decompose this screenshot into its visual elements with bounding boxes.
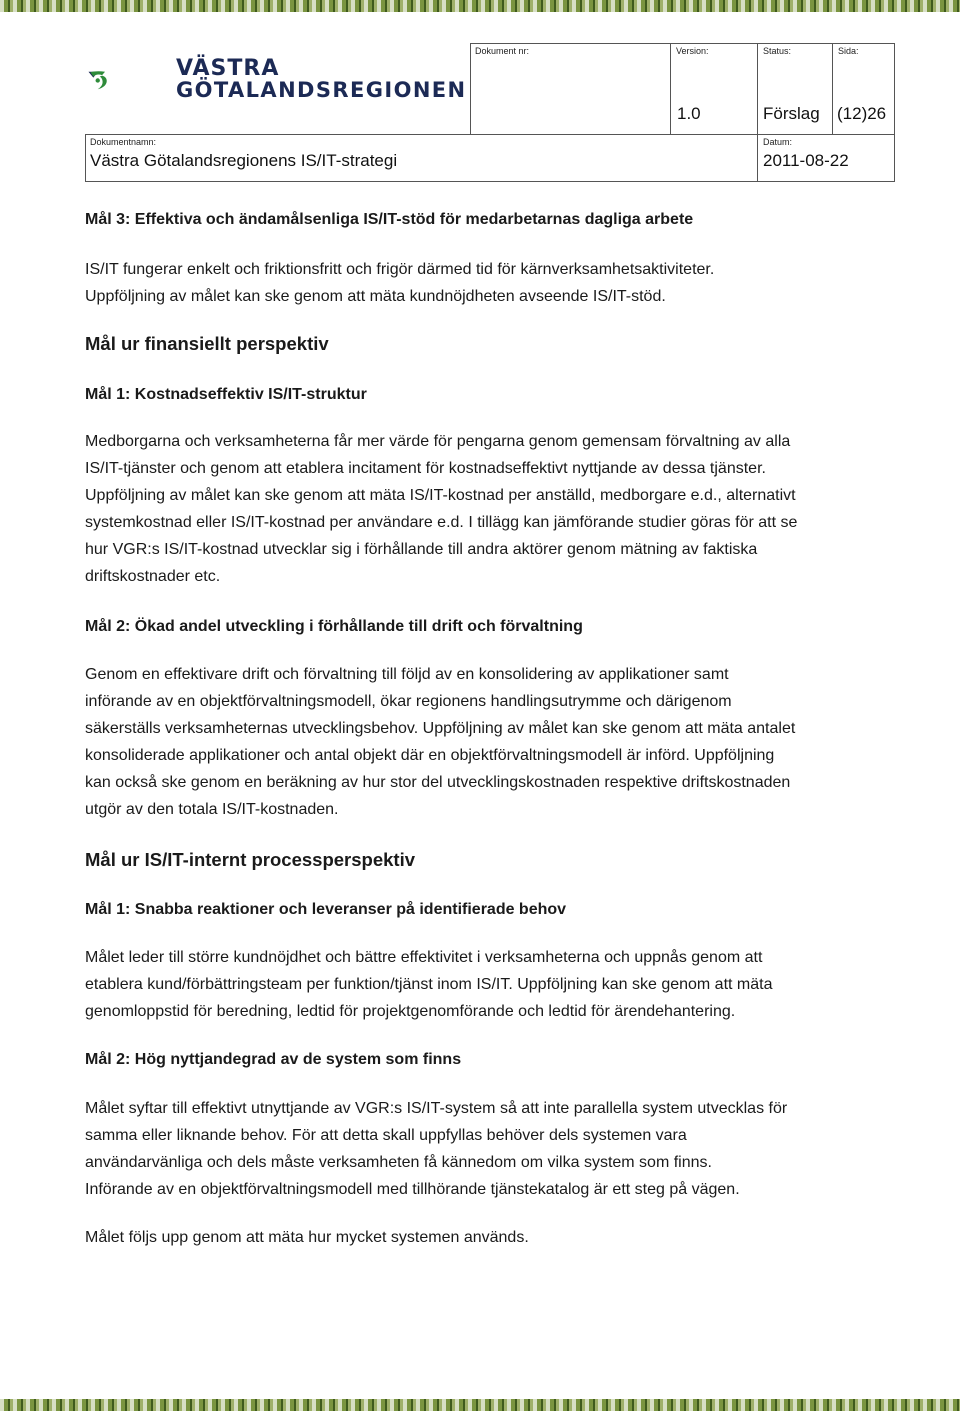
- header-cell-date: [757, 134, 895, 182]
- org-name-line1: VÄSTRA: [176, 56, 280, 81]
- version-value: 1.0: [677, 104, 701, 123]
- header-cell-page: [832, 43, 895, 135]
- doc-name-value: Västra Götalandsregionens IS/IT-strategi: [90, 151, 398, 170]
- status-value: Förslag: [763, 104, 820, 123]
- page-value: (12)26: [837, 104, 887, 123]
- paragraph-line: säkerställs verksamheternas utvecklingsbehov. Uppföljning av målet kan ske genom att mäta antalet: [85, 720, 796, 737]
- paragraph-line: Målet syftar till effektivt utnyttjande av VGR:s IS/IT-system så att inte parallella system utvecklas för: [85, 1100, 788, 1117]
- fin-goal2-heading: Mål 2: Ökad andel utveckling i förhållande till drift och förvaltning: [85, 618, 583, 635]
- financial-section-heading: Mål ur finansiellt perspektiv: [85, 333, 329, 354]
- date-value: 2011-08-22: [763, 151, 849, 170]
- goal3-heading: Mål 3: Effektiva och ändamålsenliga IS/IT-stöd för medarbetarnas dagliga arbete: [85, 211, 694, 228]
- header-cell-version: [670, 43, 758, 135]
- paragraph-line: införande av en objektförvaltningsmodell, ökar regionens handlingsutrymme och därigenom: [85, 693, 732, 710]
- process-section-heading: Mål ur IS/IT-internt processperspektiv: [85, 849, 416, 870]
- paragraph-line: Införande av en objektförvaltningsmodell med tillhörande tjänstekatalog är ett steg på vägen.: [85, 1181, 740, 1198]
- fin-goal1-heading: Mål 1: Kostnadseffektiv IS/IT-struktur: [85, 386, 367, 403]
- vgr-logo-icon: [88, 40, 178, 120]
- paragraph-line: systemkostnad eller IS/IT-kostnad per användare e.d. I tillägg kan jämförande studier göras för att se: [85, 514, 798, 531]
- proc-goal2-paragraph: [85, 1095, 885, 1203]
- proc-goal1-paragraph: [85, 944, 885, 1025]
- paragraph-line: användarvänliga och dels måste verksamheten få kännedom om vilka system som finns.: [85, 1154, 712, 1171]
- doc-nr-label: Dokument nr:: [475, 46, 530, 56]
- proc-goal1-heading: Mål 1: Snabba reaktioner och leveranser på identifierade behov: [85, 901, 567, 918]
- fin-goal2-paragraph: [85, 661, 885, 823]
- paragraph-line: Uppföljning av målet kan ske genom att mäta IS/IT-kostnad per anställd, medborgare e.d., alternativt: [85, 487, 796, 504]
- paragraph-line: konsoliderade applikationer och antal objekt där en objektförvaltningsmodell är införd. Uppföljning: [85, 747, 775, 764]
- paragraph-line: etablera kund/förbättringsteam per funktion/tjänst inom IS/IT. Uppföljning kan ske genom att mäta: [85, 976, 773, 993]
- version-label: Version:: [676, 46, 709, 56]
- paragraph-line: kan också ske genom en beräkning av hur stor del utvecklingskostnaden respektive driftskostnaden: [85, 774, 791, 791]
- paragraph-line: Genom en effektivare drift och förvaltning till följd av en konsolidering av applikationer samt: [85, 666, 729, 683]
- paragraph-line: samma eller liknande behov. För att detta skall uppfyllas behöver dels systemen vara: [85, 1127, 687, 1144]
- date-label: Datum:: [763, 137, 793, 147]
- paragraph-line: genomloppstid för beredning, ledtid för projektgenomförande och ledtid för ärendehantering.: [85, 1003, 736, 1020]
- decorative-top-stripe: [0, 0, 960, 12]
- decorative-bottom-stripe: [0, 1399, 960, 1411]
- fin-goal1-paragraph: [85, 428, 885, 590]
- status-label: Status:: [763, 46, 792, 56]
- goal3-paragraph: [85, 256, 885, 310]
- paragraph-line: hur VGR:s IS/IT-kostnad utvecklar sig i förhållande till andra aktörer genom mätning av faktiska: [85, 541, 758, 558]
- paragraph-line: IS/IT fungerar enkelt och friktionsfritt och frigör därmed tid för kärnverksamhetsaktiviteter.: [85, 261, 715, 278]
- page-label: Sida:: [838, 46, 859, 56]
- paragraph-line: Medborgarna och verksamheterna får mer värde för pengarna genom gemensam förvaltning av alla: [85, 433, 791, 450]
- header-cell-doc-name: [85, 134, 758, 182]
- proc-goal2-followup: Målet följs upp genom att mäta hur mycket systemen används.: [85, 1229, 529, 1246]
- header-cell-doc-nr: [470, 43, 671, 135]
- paragraph-line: Målet leder till större kundnöjdhet och bättre effektivitet i verksamheterna och uppnås genom att: [85, 949, 763, 966]
- doc-name-label: Dokumentnamn:: [90, 137, 157, 147]
- org-name-line2: GÖTALANDSREGIONEN: [176, 78, 467, 102]
- header-cell-status: [757, 43, 833, 135]
- paragraph-line: IS/IT-tjänster och genom att etablera incitament för kostnadseffektivt nyttjande av dessa tjänster.: [85, 460, 766, 477]
- paragraph-line: Uppföljning av målet kan ske genom att mäta kundnöjdheten avseende IS/IT-stöd.: [85, 288, 666, 305]
- paragraph-line: driftskostnader etc.: [85, 568, 221, 585]
- proc-goal2-heading: Mål 2: Hög nyttjandegrad av de system som finns: [85, 1051, 462, 1068]
- paragraph-line: utgör av den totala IS/IT-kostnaden.: [85, 801, 339, 818]
